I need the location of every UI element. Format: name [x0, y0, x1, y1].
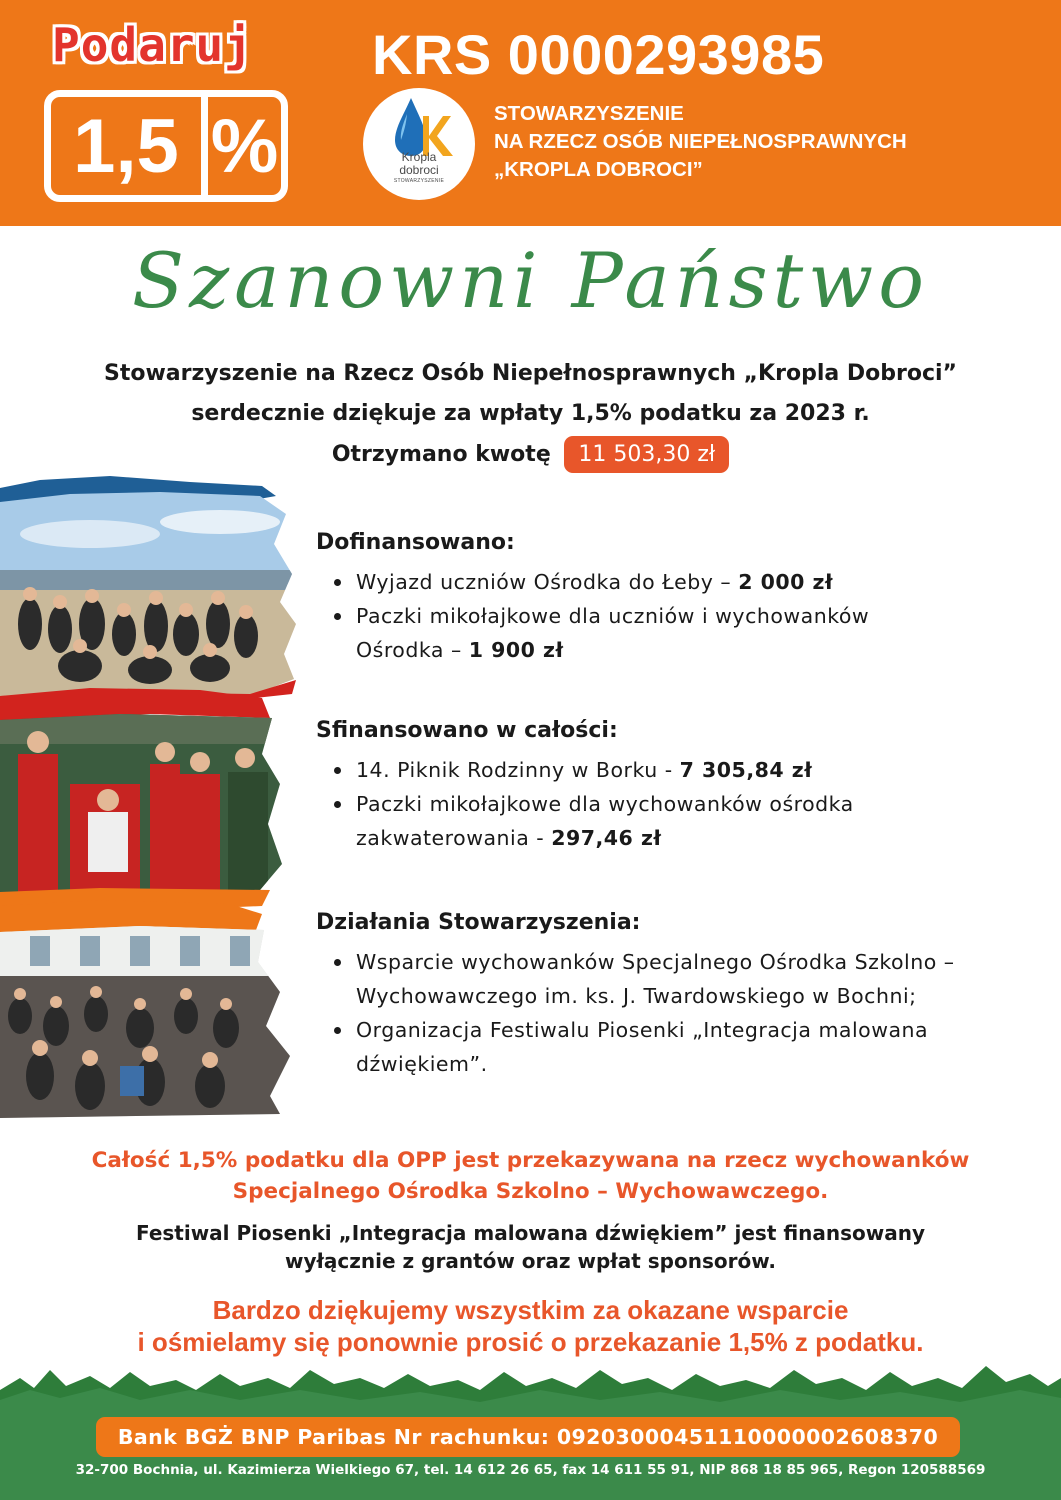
festival-note: [0, 1219, 1061, 1275]
item-text: Organizacja Festiwalu Piosenki „Integracja malowana dźwiękiem”.: [356, 1018, 929, 1076]
item-amount: 297,46 zł: [551, 826, 662, 850]
logo-line-2: dobroci: [399, 163, 439, 177]
item-text: Paczki mikołajkowe dla wychowanków ośrodka zakwaterowania -: [356, 792, 854, 850]
item-text: 14. Piknik Rodzinny w Borku -: [356, 758, 680, 782]
percent-divider: [201, 97, 208, 195]
item-text: Wyjazd uczniów Ośrodka do Łeby –: [356, 570, 739, 594]
header-banner: [0, 0, 1061, 226]
item-text: Wsparcie wychowanków Specjalnego Ośrodka Szkolno – Wychowawczego im. ks. J. Twardowskiego w Bochni;: [356, 950, 955, 1008]
logo-line-1: Kropla: [401, 150, 437, 164]
amount-badge: 11 503,30 zł: [564, 436, 729, 473]
festival-note-line: Festiwal Piosenki „Integracja malowana dźwiękiem” jest finansowany: [135, 1221, 926, 1245]
opp-note-line: Całość 1,5% podatku dla OPP jest przekazywana na rzecz wychowanków: [91, 1148, 970, 1173]
photo-beach-trip: [0, 474, 300, 704]
intro-text: [0, 354, 1061, 434]
item-amount: 1 900 zł: [468, 638, 564, 662]
section-heading: Dofinansowano:: [316, 530, 515, 555]
list-item: [316, 753, 1036, 787]
org-line: STOWARZYSZENIE: [494, 102, 684, 125]
section-heading: Działania Stowarzyszenia:: [316, 910, 641, 935]
item-amount: 2 000 zł: [738, 570, 834, 594]
percent-box: [44, 90, 288, 202]
item-text: Paczki mikołajkowe dla uczniów i wychowanków Ośrodka –: [356, 604, 870, 662]
section-association-activities: [316, 910, 1036, 1081]
amount-label: Otrzymano kwotę: [331, 442, 551, 467]
photo-festival-hall: [0, 896, 300, 1126]
thanks-note: [0, 1294, 1061, 1358]
organization-name: [494, 100, 1034, 184]
amount-row: [0, 436, 1061, 473]
opp-note-line: Specjalnego Ośrodka Szkolno – Wychowawczego.: [232, 1179, 829, 1204]
org-line: NA RZECZ OSÓB NIEPEŁNOSPRAWNYCH: [494, 130, 907, 153]
percent-value: 1,5: [73, 103, 179, 189]
organization-logo: [363, 88, 475, 200]
section-fully-financed: [316, 718, 1036, 855]
percent-sign: %: [210, 103, 279, 189]
opp-note: [0, 1145, 1061, 1207]
section-heading: Sfinansowano w całości:: [316, 718, 618, 743]
section-co-financed: [316, 530, 1036, 667]
list-item: [316, 1013, 1036, 1081]
list-item: [316, 599, 1036, 667]
list-item: [316, 945, 1036, 1013]
intro-line: Stowarzyszenie na Rzecz Osób Niepełnosprawnych „Kropla Dobroci”: [103, 361, 957, 386]
contact-address: 32-700 Bochnia, ul. Kazimierza Wielkiego 67, tel. 14 612 26 65, fax 14 611 55 91, NIP 868 18 85 965, Regon 120588569: [75, 1462, 986, 1478]
photo-st-nicholas: [0, 684, 300, 914]
thanks-note-line: i ośmielamy się ponownie prosić o przekazanie 1,5% z podatku.: [137, 1327, 924, 1357]
list-item: [316, 565, 1036, 599]
logo-line-3: STOWARZYSZENIE: [393, 178, 445, 184]
list-item: [316, 787, 1036, 855]
greeting-title: Szanowni Państwo: [132, 236, 929, 325]
festival-note-line: wyłącznie z grantów oraz wpłat sponsorów.: [285, 1249, 776, 1273]
item-amount: 7 305,84 zł: [679, 758, 813, 782]
org-line: „KROPLA DOBROCI”: [494, 158, 703, 181]
krs-number: KRS 0000293985: [372, 23, 825, 86]
intro-line: serdecznie dziękuje za wpłaty 1,5% podatku za 2023 r.: [191, 401, 870, 426]
thanks-note-line: Bardzo dziękujemy wszystkim za okazane wsparcie: [212, 1295, 849, 1325]
donate-title: Podaruj: [52, 18, 253, 72]
bank-account: Bank BGŻ BNP Paribas Nr rachunku: 09203000451110000002608370: [96, 1417, 960, 1457]
